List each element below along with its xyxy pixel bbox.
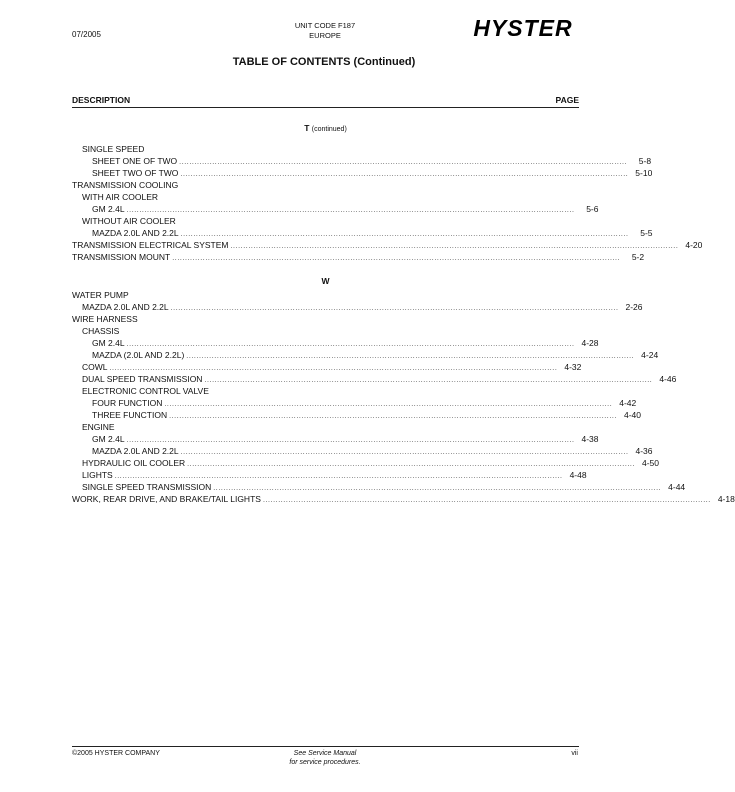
region: EUROPE (309, 31, 341, 40)
column-headers (72, 95, 579, 105)
hyster-logo (466, 15, 580, 41)
toc-entry-page: 4-50 (642, 458, 660, 468)
description-column-header: DESCRIPTION (72, 95, 131, 105)
toc-entry (72, 313, 579, 325)
section-continued-note: (continued) (311, 126, 347, 133)
section-letter-t (72, 123, 579, 133)
toc-entry-label: LIGHTS (82, 470, 113, 480)
toc-entry (82, 301, 643, 313)
toc-entry (82, 481, 686, 493)
leader-dots: ................................................................................................................................................................................ (187, 461, 636, 468)
leader-dots: ................................................................................................................................................................................ (262, 497, 711, 504)
toc-entry (72, 493, 735, 505)
toc-entry-page: 4-24 (641, 350, 659, 360)
toc-entry-label: ELECTRONIC CONTROL VALVE (82, 386, 209, 396)
section-letter: W (321, 276, 330, 286)
header-unit-info (250, 21, 400, 41)
toc-entry-page: 4-38 (581, 434, 599, 444)
toc-entry-page: 5-8 (638, 156, 652, 166)
toc-entry-page: 4-20 (685, 240, 703, 250)
section-letter-w (72, 276, 579, 286)
toc-entry (82, 457, 660, 469)
footer-copyright: ©2005 HYSTER COMPANY (72, 750, 160, 757)
toc-entry-label: COWL (82, 362, 108, 372)
toc-entry-label: FOUR FUNCTION (92, 398, 163, 408)
toc-entry (92, 203, 599, 215)
leader-dots: ................................................................................................................................................................................ (180, 449, 629, 456)
page-title: TABLE OF CONTENTS (Continued) (232, 56, 416, 68)
toc-entry-label: WORK, REAR DRIVE, AND BRAKE/TAIL LIGHTS (72, 494, 261, 504)
toc-entry-label: SHEET ONE OF TWO (92, 156, 178, 166)
toc-entry (82, 191, 579, 203)
toc-entry-page: 5-2 (631, 252, 645, 262)
toc-entry-label: WATER PUMP (72, 290, 129, 300)
toc-entry (92, 155, 652, 167)
footer-page-number: vii (571, 750, 578, 757)
toc-entry-label: SINGLE SPEED TRANSMISSION (82, 482, 212, 492)
toc-entry-label: MAZDA 2.0L AND 2.2L (82, 302, 169, 312)
toc-entry-label: WIRE HARNESS (72, 314, 138, 324)
toc-entry-page: 4-28 (581, 338, 599, 348)
toc-entry (92, 409, 641, 421)
footer-divider (72, 746, 579, 747)
toc-entry (92, 397, 637, 409)
toc-entry (72, 289, 579, 301)
toc-entry-page: 5-10 (635, 168, 653, 178)
leader-dots: ................................................................................................................................................................................ (126, 437, 575, 444)
leader-dots: ................................................................................................................................................................................ (109, 365, 558, 372)
section-letter: T (304, 123, 310, 133)
toc-entry-page: 5-5 (640, 228, 653, 238)
toc-entry-label: WITHOUT AIR COOLER (82, 216, 176, 226)
leader-dots: ................................................................................................................................................................................ (126, 341, 575, 348)
toc-entry (72, 251, 645, 263)
toc-entry-page: 2-26 (625, 302, 643, 312)
toc-entry (82, 385, 579, 397)
toc-entry-label: WITH AIR COOLER (82, 192, 159, 202)
toc-entry (72, 179, 579, 191)
footer-service-note (230, 749, 420, 767)
leader-dots: ................................................................................................................................................................................ (164, 401, 613, 408)
toc-entry (92, 445, 653, 457)
toc-entry-label: GM 2.4L (92, 338, 125, 348)
toc-entry-page: 4-18 (717, 494, 735, 504)
toc-entry-page: 4-42 (619, 398, 637, 408)
header-date: 07/2005 (72, 30, 101, 39)
toc-entry-label: TRANSMISSION ELECTRICAL SYSTEM (72, 240, 229, 250)
toc-entry (82, 143, 579, 155)
leader-dots: ................................................................................................................................................................................ (172, 255, 621, 262)
toc-entry (92, 349, 659, 361)
leader-dots: ................................................................................................................................................................................ (180, 171, 629, 178)
toc-entry-page: 4-32 (564, 362, 582, 372)
leader-dots: ................................................................................................................................................................................ (186, 353, 635, 360)
toc-entry-page: 4-44 (668, 482, 686, 492)
unit-code: UNIT CODE F187 (294, 21, 356, 30)
leader-dots: ................................................................................................................................................................................ (170, 305, 619, 312)
leader-dots: ................................................................................................................................................................................ (213, 485, 662, 492)
leader-dots: ................................................................................................................................................................................ (230, 243, 679, 250)
toc-entry (82, 469, 587, 481)
toc-entry (92, 337, 599, 349)
toc-entry-label: GM 2.4L (92, 204, 125, 214)
toc-entry-label: ENGINE (82, 422, 115, 432)
toc-entry-page: 4-40 (623, 410, 641, 420)
toc-entry (82, 325, 579, 337)
toc-entry (82, 361, 582, 373)
leader-dots: ................................................................................................................................................................................ (126, 207, 575, 214)
leader-dots: ................................................................................................................................................................................ (169, 413, 617, 420)
toc-entry-label: TRANSMISSION MOUNT (72, 252, 171, 262)
service-note-line: See Service Manual (293, 750, 357, 757)
toc-entry-label: CHASSIS (82, 326, 120, 336)
toc-entry (92, 167, 653, 179)
header-divider (72, 107, 579, 108)
leader-dots: ................................................................................................................................................................................ (204, 377, 653, 384)
toc-entry (92, 433, 599, 445)
toc-entry-page: 4-48 (569, 470, 587, 480)
toc-entry-label: TRANSMISSION COOLING (72, 180, 179, 190)
toc-entry-label: SHEET TWO OF TWO (92, 168, 179, 178)
toc-entry-label: MAZDA 2.0L AND 2.2L (92, 228, 179, 238)
leader-dots: ................................................................................................................................................................................ (180, 231, 629, 238)
toc-entry (82, 215, 579, 227)
toc-entry-label: MAZDA 2.0L AND 2.2L (92, 446, 179, 456)
toc-entry (82, 421, 579, 433)
toc-entry-label: DUAL SPEED TRANSMISSION (82, 374, 203, 384)
toc-entry (92, 227, 653, 239)
toc-entry-label: THREE FUNCTION (92, 410, 168, 420)
page-column-header: PAGE (555, 95, 579, 105)
leader-dots: ................................................................................................................................................................................ (114, 473, 563, 480)
svg-text:HYSTER: HYSTER (473, 15, 573, 41)
toc-entry-label: MAZDA (2.0L AND 2.2L) (92, 350, 185, 360)
toc-entry-page: 5-6 (586, 204, 599, 214)
toc-entry-label: SINGLE SPEED (82, 144, 145, 154)
leader-dots: ................................................................................................................................................................................ (179, 159, 628, 166)
toc-entry-page: 4-36 (635, 446, 653, 456)
toc-entry-page: 4-46 (659, 374, 677, 384)
toc-entry-label: GM 2.4L (92, 434, 125, 444)
toc-entry-label: HYDRAULIC OIL COOLER (82, 458, 186, 468)
service-note-line: for service procedures. (289, 759, 361, 766)
toc-entry (82, 373, 677, 385)
toc-entry (72, 239, 703, 251)
